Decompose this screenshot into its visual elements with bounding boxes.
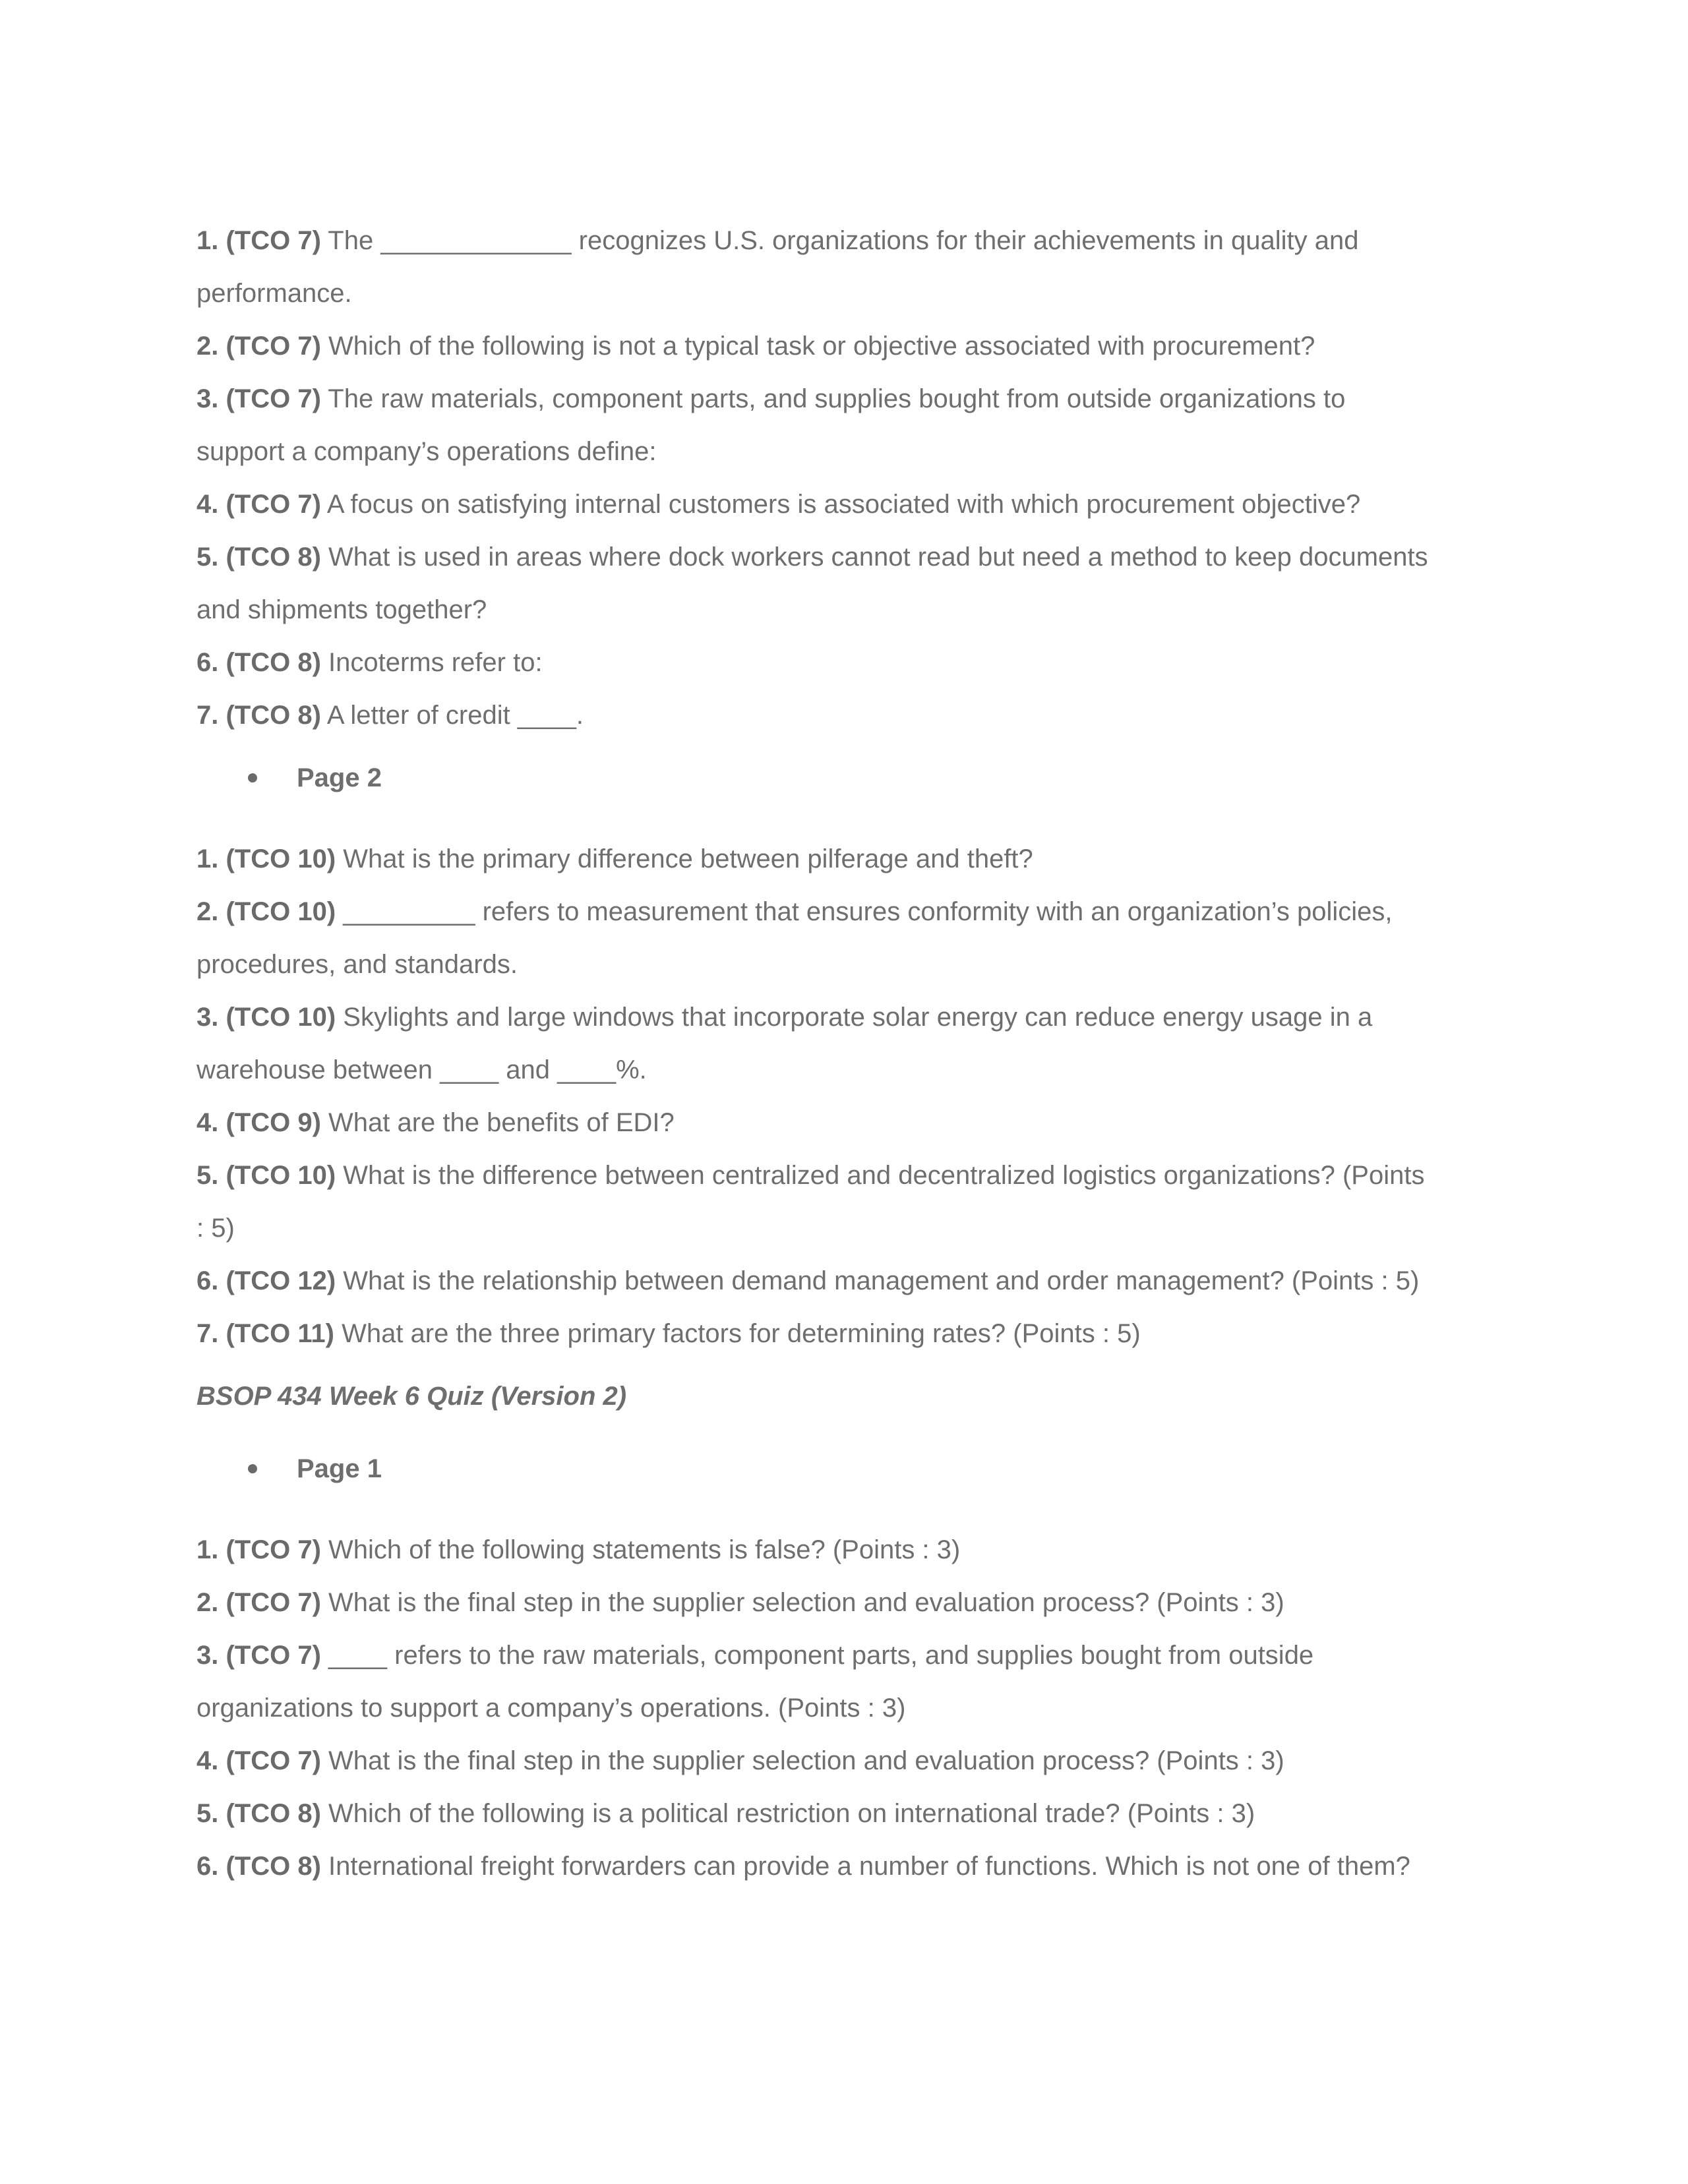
question-number: 7. (TCO 11)	[196, 1319, 334, 1348]
question-line	[196, 1044, 1515, 1096]
question-line	[196, 214, 1515, 267]
question-line	[196, 320, 1515, 372]
question-number: 1. (TCO 7)	[196, 1535, 321, 1564]
question-line	[196, 1307, 1515, 1360]
question-list-1	[196, 214, 1515, 742]
question-text: and shipments together?	[196, 595, 487, 624]
question-text: A focus on satisfying internal customers is associated with which procurement objective?	[320, 490, 1361, 519]
question-text: What is the final step in the supplier selection and evaluation process? (Points : 3)	[320, 1746, 1284, 1775]
question-line	[196, 991, 1515, 1044]
question-number: 4. (TCO 7)	[196, 1746, 321, 1775]
question-line	[196, 1576, 1515, 1629]
question-text: : 5)	[196, 1214, 235, 1243]
question-text: warehouse between ____ and ____%.	[196, 1055, 647, 1084]
question-line	[196, 1682, 1515, 1734]
page-1-heading	[196, 1432, 1515, 1505]
question-text: procedures, and standards.	[196, 950, 518, 979]
question-line	[196, 1149, 1515, 1202]
question-line	[196, 1254, 1515, 1307]
question-line	[196, 636, 1515, 689]
question-number: 2. (TCO 7)	[196, 332, 321, 361]
question-text: _________ refers to measurement that ensures conformity with an organization’s policies,	[336, 897, 1393, 926]
page-1-label: Page 1	[297, 1454, 382, 1483]
question-number: 1. (TCO 7)	[196, 226, 321, 255]
question-text: support a company’s operations define:	[196, 437, 657, 466]
question-text: The _____________ recognizes U.S. organizations for their achievements in quality and	[320, 226, 1359, 255]
page-2-heading	[196, 742, 1515, 814]
question-text: Skylights and large windows that incorporate solar energy can reduce energy usage in a	[336, 1003, 1373, 1032]
question-text: What is the difference between centralized and decentralized logistics organizations? (Points	[336, 1161, 1425, 1190]
question-text: Which of the following is a political restriction on international trade? (Points : 3)	[320, 1799, 1255, 1828]
question-line	[196, 1096, 1515, 1149]
question-number: 2. (TCO 10)	[196, 897, 336, 926]
question-line	[196, 1840, 1515, 1893]
question-line	[196, 1787, 1515, 1840]
spacer	[196, 814, 1515, 833]
question-text: What is the relationship between demand management and order management? (Points : 5)	[336, 1266, 1420, 1295]
question-number: 7. (TCO 8)	[196, 701, 321, 730]
question-text: International freight forwarders can provide a number of functions. Which is not one of them?	[320, 1852, 1410, 1881]
question-line	[196, 1629, 1515, 1682]
question-line	[196, 267, 1515, 320]
question-text: Incoterms refer to:	[320, 648, 543, 677]
question-text: Which of the following statements is false? (Points : 3)	[320, 1535, 961, 1564]
question-line	[196, 478, 1515, 531]
question-list-2	[196, 833, 1515, 1360]
question-line	[196, 425, 1515, 478]
question-number: 4. (TCO 7)	[196, 490, 321, 519]
question-number: 3. (TCO 10)	[196, 1003, 336, 1032]
bullet-icon	[248, 773, 257, 782]
spacer	[196, 1505, 1515, 1523]
question-list-3	[196, 1523, 1515, 1893]
question-text: Which of the following is not a typical task or objective associated with procurement?	[320, 332, 1315, 361]
question-text: The raw materials, component parts, and supplies bought from outside organizations to	[320, 384, 1346, 413]
question-number: 1. (TCO 10)	[196, 844, 336, 873]
question-text: What are the three primary factors for determining rates? (Points : 5)	[334, 1319, 1141, 1348]
document-page	[196, 214, 1515, 1893]
question-line	[196, 938, 1515, 991]
question-text: organizations to support a company’s operations. (Points : 3)	[196, 1694, 906, 1723]
question-text: A letter of credit ____.	[320, 701, 584, 730]
question-line	[196, 583, 1515, 636]
question-text: performance.	[196, 279, 352, 308]
question-number: 5. (TCO 8)	[196, 1799, 321, 1828]
quiz-title: BSOP 434 Week 6 Quiz (Version 2)	[196, 1382, 627, 1411]
page-2-label: Page 2	[297, 763, 382, 792]
question-line	[196, 833, 1515, 885]
question-text: ____ refers to the raw materials, component parts, and supplies bought from outside	[320, 1641, 1314, 1670]
question-number: 6. (TCO 8)	[196, 648, 321, 677]
question-text: What is the final step in the supplier selection and evaluation process? (Points : 3)	[320, 1588, 1284, 1617]
question-line	[196, 1523, 1515, 1576]
question-number: 5. (TCO 10)	[196, 1161, 336, 1190]
question-number: 6. (TCO 8)	[196, 1852, 321, 1881]
question-number: 5. (TCO 8)	[196, 543, 321, 572]
question-line	[196, 1734, 1515, 1787]
question-text: What are the benefits of EDI?	[320, 1108, 675, 1137]
question-number: 4. (TCO 9)	[196, 1108, 321, 1137]
question-number: 3. (TCO 7)	[196, 384, 321, 413]
bullet-icon	[248, 1464, 257, 1473]
question-line	[196, 531, 1515, 583]
question-number: 6. (TCO 12)	[196, 1266, 336, 1295]
question-number: 3. (TCO 7)	[196, 1641, 321, 1670]
question-text: What is used in areas where dock workers cannot read but need a method to keep documents	[320, 543, 1428, 572]
question-line	[196, 1202, 1515, 1254]
question-number: 2. (TCO 7)	[196, 1588, 321, 1617]
question-line	[196, 372, 1515, 425]
question-line	[196, 885, 1515, 938]
question-line	[196, 689, 1515, 742]
question-text: What is the primary difference between pilferage and theft?	[336, 844, 1033, 873]
